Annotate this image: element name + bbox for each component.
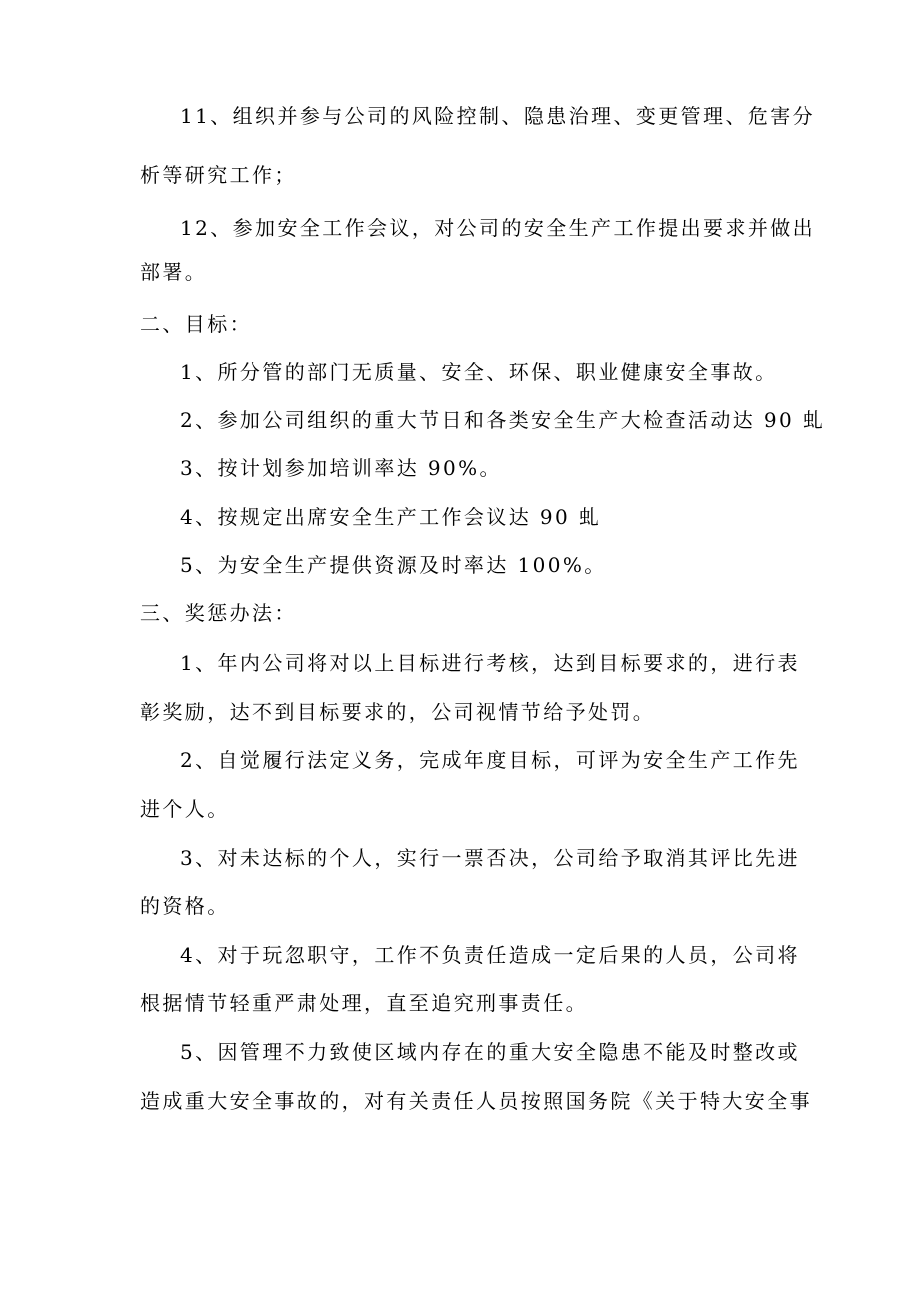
paragraph-line: 根据情节轻重严肃处理，直至追究刑事责任。 bbox=[140, 991, 588, 1015]
list-item: 5、为安全生产提供资源及时率达 100%。 bbox=[180, 553, 607, 577]
paragraph-line: 3、对未达标的个人，实行一票否决，公司给予取消其评比先进 bbox=[180, 846, 800, 870]
list-item: 1、所分管的部门无质量、安全、环保、职业健康安全事故。 bbox=[180, 360, 778, 384]
paragraph-line: 析等研究工作； bbox=[140, 163, 297, 187]
section-heading-rewards: 三、奖惩办法： bbox=[140, 601, 297, 625]
paragraph-line: 造成重大安全事故的，对有关责任人员按照国务院《关于特大安全事 bbox=[140, 1089, 812, 1113]
paragraph-line: 部署。 bbox=[140, 260, 208, 284]
paragraph-line: 5、因管理不力致使区域内存在的重大安全隐患不能及时整改或 bbox=[180, 1040, 800, 1064]
paragraph-line: 4、对于玩忽职守，工作不负责任造成一定后果的人员，公司将 bbox=[180, 943, 800, 967]
paragraph-line: 1、年内公司将对以上目标进行考核，达到目标要求的，进行表 bbox=[180, 651, 800, 675]
paragraph-line: 2、自觉履行法定义务，完成年度目标，可评为安全生产工作先 bbox=[180, 748, 800, 772]
list-item: 4、按规定出席安全生产工作会议达 90 虬 bbox=[180, 505, 602, 529]
list-item: 2、参加公司组织的重大节日和各类安全生产大检查活动达 90 虬 bbox=[180, 408, 826, 432]
paragraph-line: 12、参加安全工作会议，对公司的安全生产工作提出要求并做出 bbox=[180, 216, 816, 240]
paragraph-line: 彰奖励，达不到目标要求的，公司视情节给予处罚。 bbox=[140, 700, 656, 724]
paragraph-line: 11、组织并参与公司的风险控制、隐患治理、变更管理、危害分 bbox=[180, 104, 816, 128]
section-heading-goals: 二、目标： bbox=[140, 312, 252, 336]
paragraph-line: 进个人。 bbox=[140, 797, 230, 821]
paragraph-line: 的资格。 bbox=[140, 894, 230, 918]
list-item: 3、按计划参加培训率达 90%。 bbox=[180, 456, 502, 480]
